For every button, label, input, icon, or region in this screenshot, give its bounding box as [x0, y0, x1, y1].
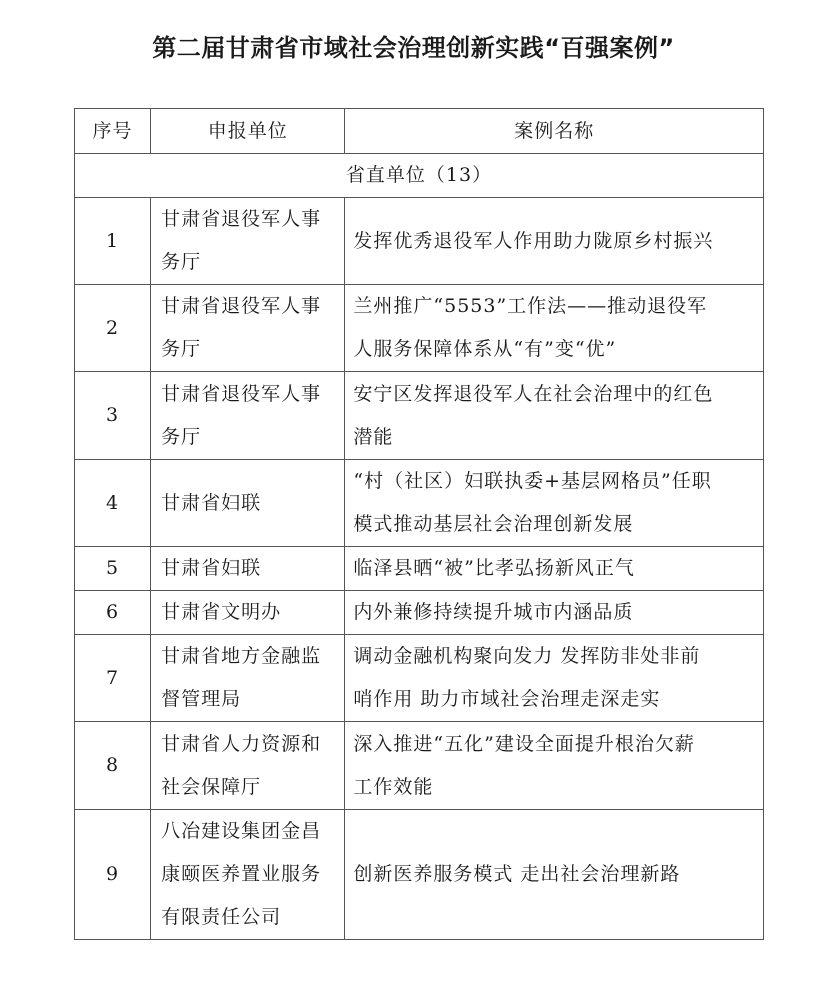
unit-line: 八冶建设集团金昌 [161, 820, 322, 842]
row-seq: 6 [75, 591, 151, 635]
case-line: 潜能 [353, 425, 394, 448]
page-title: 第二届甘肃省市域社会治理创新实践“百强案例” [152, 34, 675, 62]
row-unit [151, 635, 345, 722]
row-case [345, 591, 764, 635]
unit-line: 督管理局 [161, 688, 242, 710]
row-case [345, 198, 764, 285]
row-unit [151, 810, 345, 940]
unit-line: 甘肃省退役军人事 [161, 382, 322, 405]
unit-line: 务厅 [161, 251, 202, 273]
case-line: 发挥优秀退役军人作用助力陇原乡村振兴 [353, 229, 714, 252]
case-table [74, 108, 764, 940]
case-line: 模式推动基层社会治理创新发展 [353, 513, 634, 535]
row-unit [151, 198, 345, 285]
row-unit [151, 722, 345, 810]
table-row [75, 547, 764, 591]
header-seq: 序号 [75, 109, 151, 154]
unit-line: 甘肃省地方金融监 [161, 645, 322, 667]
row-seq: 9 [75, 810, 151, 940]
row-unit [151, 285, 345, 372]
unit-line: 有限责任公司 [161, 906, 282, 928]
table-row [75, 635, 764, 722]
unit-line: 康颐医养置业服务 [161, 863, 322, 885]
unit-line: 甘肃省退役军人事 [161, 208, 322, 230]
row-case [345, 285, 764, 372]
row-unit [151, 372, 345, 460]
table-row [75, 722, 764, 810]
table-row [75, 591, 764, 635]
row-seq: 1 [75, 198, 151, 285]
case-line: 深入推进“五化”建设全面提升根治欠薪 [353, 732, 695, 755]
case-line: 创新医养服务模式 走出社会治理新路 [353, 863, 681, 885]
row-case [345, 547, 764, 591]
case-line: 哨作用 助力市域社会治理走深走实 [353, 688, 661, 710]
unit-line: 务厅 [161, 338, 202, 360]
unit-line: 甘肃省妇联 [161, 557, 262, 579]
case-line: 兰州推广“5553”工作法——推动退役军 [353, 295, 708, 317]
table-row [75, 285, 764, 372]
section-row [75, 154, 764, 198]
row-unit [151, 460, 345, 547]
row-case [345, 810, 764, 940]
row-seq: 5 [75, 547, 151, 591]
case-line: 调动金融机构聚向发力 发挥防非处非前 [353, 645, 701, 667]
unit-line: 甘肃省人力资源和 [161, 732, 322, 755]
row-seq: 3 [75, 372, 151, 460]
case-line: 工作效能 [353, 775, 434, 798]
row-seq: 8 [75, 722, 151, 810]
row-case [345, 635, 764, 722]
row-seq: 4 [75, 460, 151, 547]
table-row [75, 810, 764, 940]
unit-line: 甘肃省退役军人事 [161, 295, 322, 317]
row-unit [151, 591, 345, 635]
unit-line: 社会保障厅 [161, 775, 262, 798]
unit-line: 甘肃省文明办 [161, 601, 282, 623]
header-unit: 申报单位 [151, 109, 345, 154]
case-line: “村（社区）妇联执委+基层网格员”任职 [353, 470, 712, 492]
table-row [75, 198, 764, 285]
table-header-row [75, 109, 764, 154]
section-label: 省直单位（13） [75, 154, 764, 198]
row-case [345, 722, 764, 810]
header-case: 案例名称 [345, 109, 764, 154]
row-seq: 7 [75, 635, 151, 722]
unit-line: 务厅 [161, 425, 202, 448]
row-unit [151, 547, 345, 591]
case-line: 临泽县晒“被”比孝弘扬新风正气 [353, 557, 635, 579]
case-line: 内外兼修持续提升城市内涵品质 [353, 601, 634, 623]
unit-line: 甘肃省妇联 [161, 491, 262, 514]
case-line: 人服务保障体系从“有”变“优” [353, 338, 617, 360]
table-row [75, 460, 764, 547]
row-case [345, 372, 764, 460]
row-seq: 2 [75, 285, 151, 372]
case-line: 安宁区发挥退役军人在社会治理中的红色 [353, 382, 714, 405]
table-row [75, 372, 764, 460]
row-case [345, 460, 764, 547]
